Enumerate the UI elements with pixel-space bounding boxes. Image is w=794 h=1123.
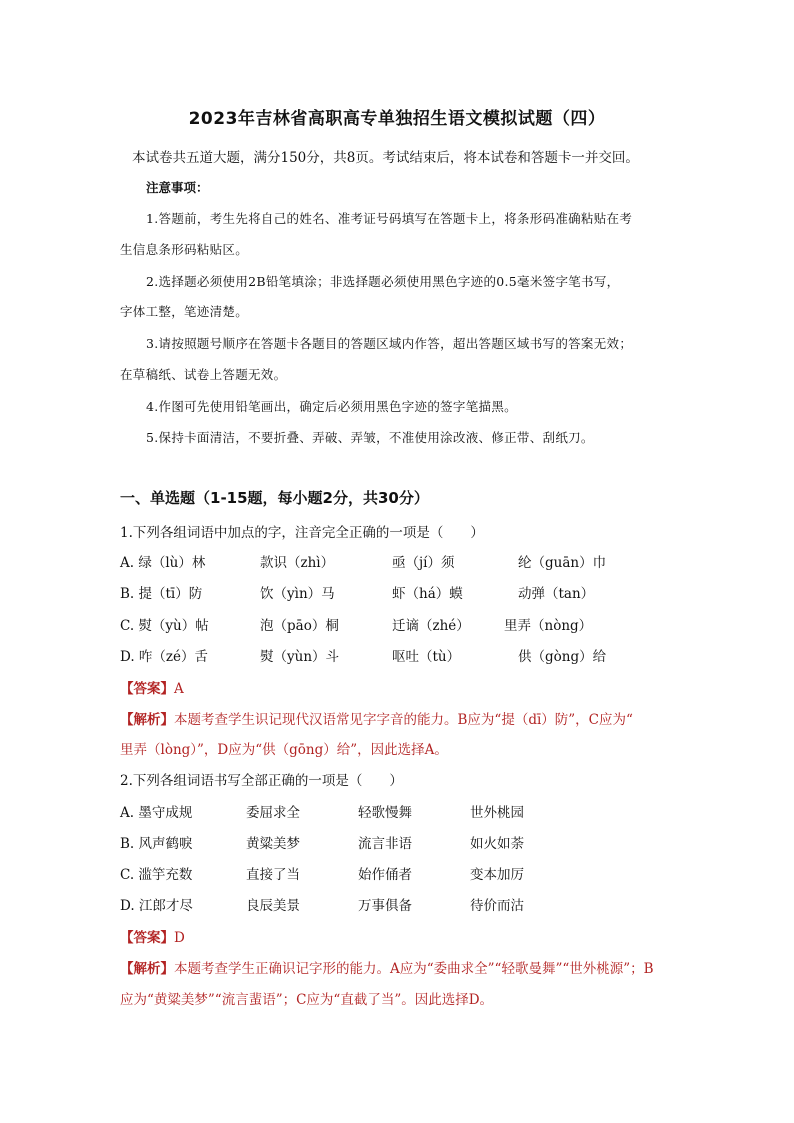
q1-option-b-3: 虾（há）蟆 <box>392 586 463 602</box>
q2-option-d-3: 万事俱备 <box>358 898 412 914</box>
q2-option-b-4: 如火如荼 <box>470 836 524 852</box>
q2-option-d-4: 待价而沽 <box>470 898 524 914</box>
q1-option-c-1: C. 熨（yù）帖 <box>120 618 209 634</box>
notice-item-2-line2: 字体工整，笔迹清楚。 <box>120 304 249 319</box>
q1-option-b-4: 动弹（tan） <box>518 586 595 602</box>
q1-option-a-3: 亟（jí）须 <box>392 555 455 571</box>
q2-option-a-4: 世外桃园 <box>470 805 524 821</box>
q1-option-b-2: 饮（yìn）马 <box>260 586 335 602</box>
q1-explanation-line2: 里弄（lòng）”，D应为“供（gōng）给”，因此选择A。 <box>120 742 448 758</box>
q2-option-d-2: 良辰美景 <box>246 898 300 914</box>
q2-option-d-1: D. 江郎才尽 <box>120 898 193 914</box>
q2-explanation-line2: 应为“黄粱美梦”“流言蜚语”；C应为“直截了当”。因此选择D。 <box>120 992 494 1008</box>
q1-option-d-1: D. 咋（zé）舌 <box>120 649 209 665</box>
q2-option-b-1: B. 风声鹤唳 <box>120 836 193 852</box>
q2-explanation-line1 <box>120 957 654 977</box>
q1-option-c-4: 里弄（nòng） <box>504 618 593 634</box>
section-heading: 一、单选题（1-15题，每小题2分，共30分） <box>120 489 429 507</box>
q2-option-a-3: 轻歌慢舞 <box>358 805 412 821</box>
q1-option-d-3: 呕吐（tù） <box>392 649 461 665</box>
q2-answer-tag: 【答案】 <box>120 930 174 946</box>
q1-explain-text: 本题考查学生识记现代汉语常见字字音的能力。B应为“提（dī）防”，C应为“ <box>174 712 633 728</box>
q2-option-c-1: C. 滥竽充数 <box>120 867 193 883</box>
q2-option-b-2: 黄粱美梦 <box>246 836 300 852</box>
page-title: 2023年吉林省高职高专单独招生语文模拟试题（四） <box>188 109 606 129</box>
q2-option-c-4: 变本加厉 <box>470 867 524 883</box>
q2-option-a-1: A. 墨守成规 <box>120 805 193 821</box>
notice-heading: 注意事项： <box>146 180 209 195</box>
q2-explain-tag: 【解析】 <box>120 961 174 977</box>
q2-option-a-2: 委屈求全 <box>246 805 300 821</box>
notice-item-3-line1: 3.请按照题号顺序在答题卡各题目的答题区域内作答，超出答题区域书写的答案无效； <box>146 336 633 351</box>
q1-option-d-4: 供（gòng）给 <box>518 649 607 665</box>
q1-explain-tag: 【解析】 <box>120 712 174 728</box>
q1-explanation-line1 <box>120 708 633 728</box>
notice-item-1-line2: 生信息条形码粘贴区。 <box>120 242 249 257</box>
q2-explain-text: 本题考查学生正确识记字形的能力。A应为“委曲求全”“轻歌曼舞”“世外桃源”；B <box>174 961 654 977</box>
q1-answer <box>120 677 184 697</box>
q2-option-c-3: 始作俑者 <box>358 867 412 883</box>
q1-option-c-3: 迁谪（zhé） <box>392 618 470 634</box>
notice-item-5: 5.保持卡面清洁，不要折叠、弄破、弄皱，不准使用涂改液、修正带、刮纸刀。 <box>146 430 594 445</box>
q1-answer-value: A <box>174 681 184 697</box>
q2-option-b-3: 流言非语 <box>358 836 412 852</box>
q1-option-c-2: 泡（pāo）桐 <box>260 618 339 634</box>
q1-option-d-2: 熨（yùn）斗 <box>260 649 340 665</box>
notice-item-1-line1: 1.答题前，考生先将自己的姓名、准考证号码填写在答题卡上，将条形码准确粘贴在考 <box>146 211 633 226</box>
q1-option-b-1: B. 提（tī）防 <box>120 586 203 602</box>
question-2-stem: 2.下列各组词语书写全部正确的一项是（ ） <box>120 773 403 789</box>
q1-answer-tag: 【答案】 <box>120 681 174 697</box>
notice-item-2-line1: 2.选择题必须使用2B铅笔填涂；非选择题必须使用黑色字迹的0.5毫米签字笔书写， <box>146 274 620 289</box>
q1-option-a-2: 款识（zhì） <box>260 555 335 571</box>
q2-answer-value: D <box>174 930 185 946</box>
q2-option-c-2: 直接了当 <box>246 867 300 883</box>
intro-text: 本试卷共五道大题，满分150分，共8页。考试结束后，将本试卷和答题卡一并交回。 <box>132 150 639 166</box>
q1-option-a-4: 纶（guān）巾 <box>518 555 607 571</box>
question-1-stem: 1.下列各组词语中加点的字，注音完全正确的一项是（ ） <box>120 525 484 541</box>
notice-item-3-line2: 在草稿纸、试卷上答题无效。 <box>120 367 287 382</box>
q2-answer <box>120 926 185 946</box>
notice-item-4: 4.作图可先使用铅笔画出，确定后必须用黑色字迹的签字笔描黑。 <box>146 399 517 414</box>
q1-option-a-1: A. 绿（lù）林 <box>120 555 206 571</box>
